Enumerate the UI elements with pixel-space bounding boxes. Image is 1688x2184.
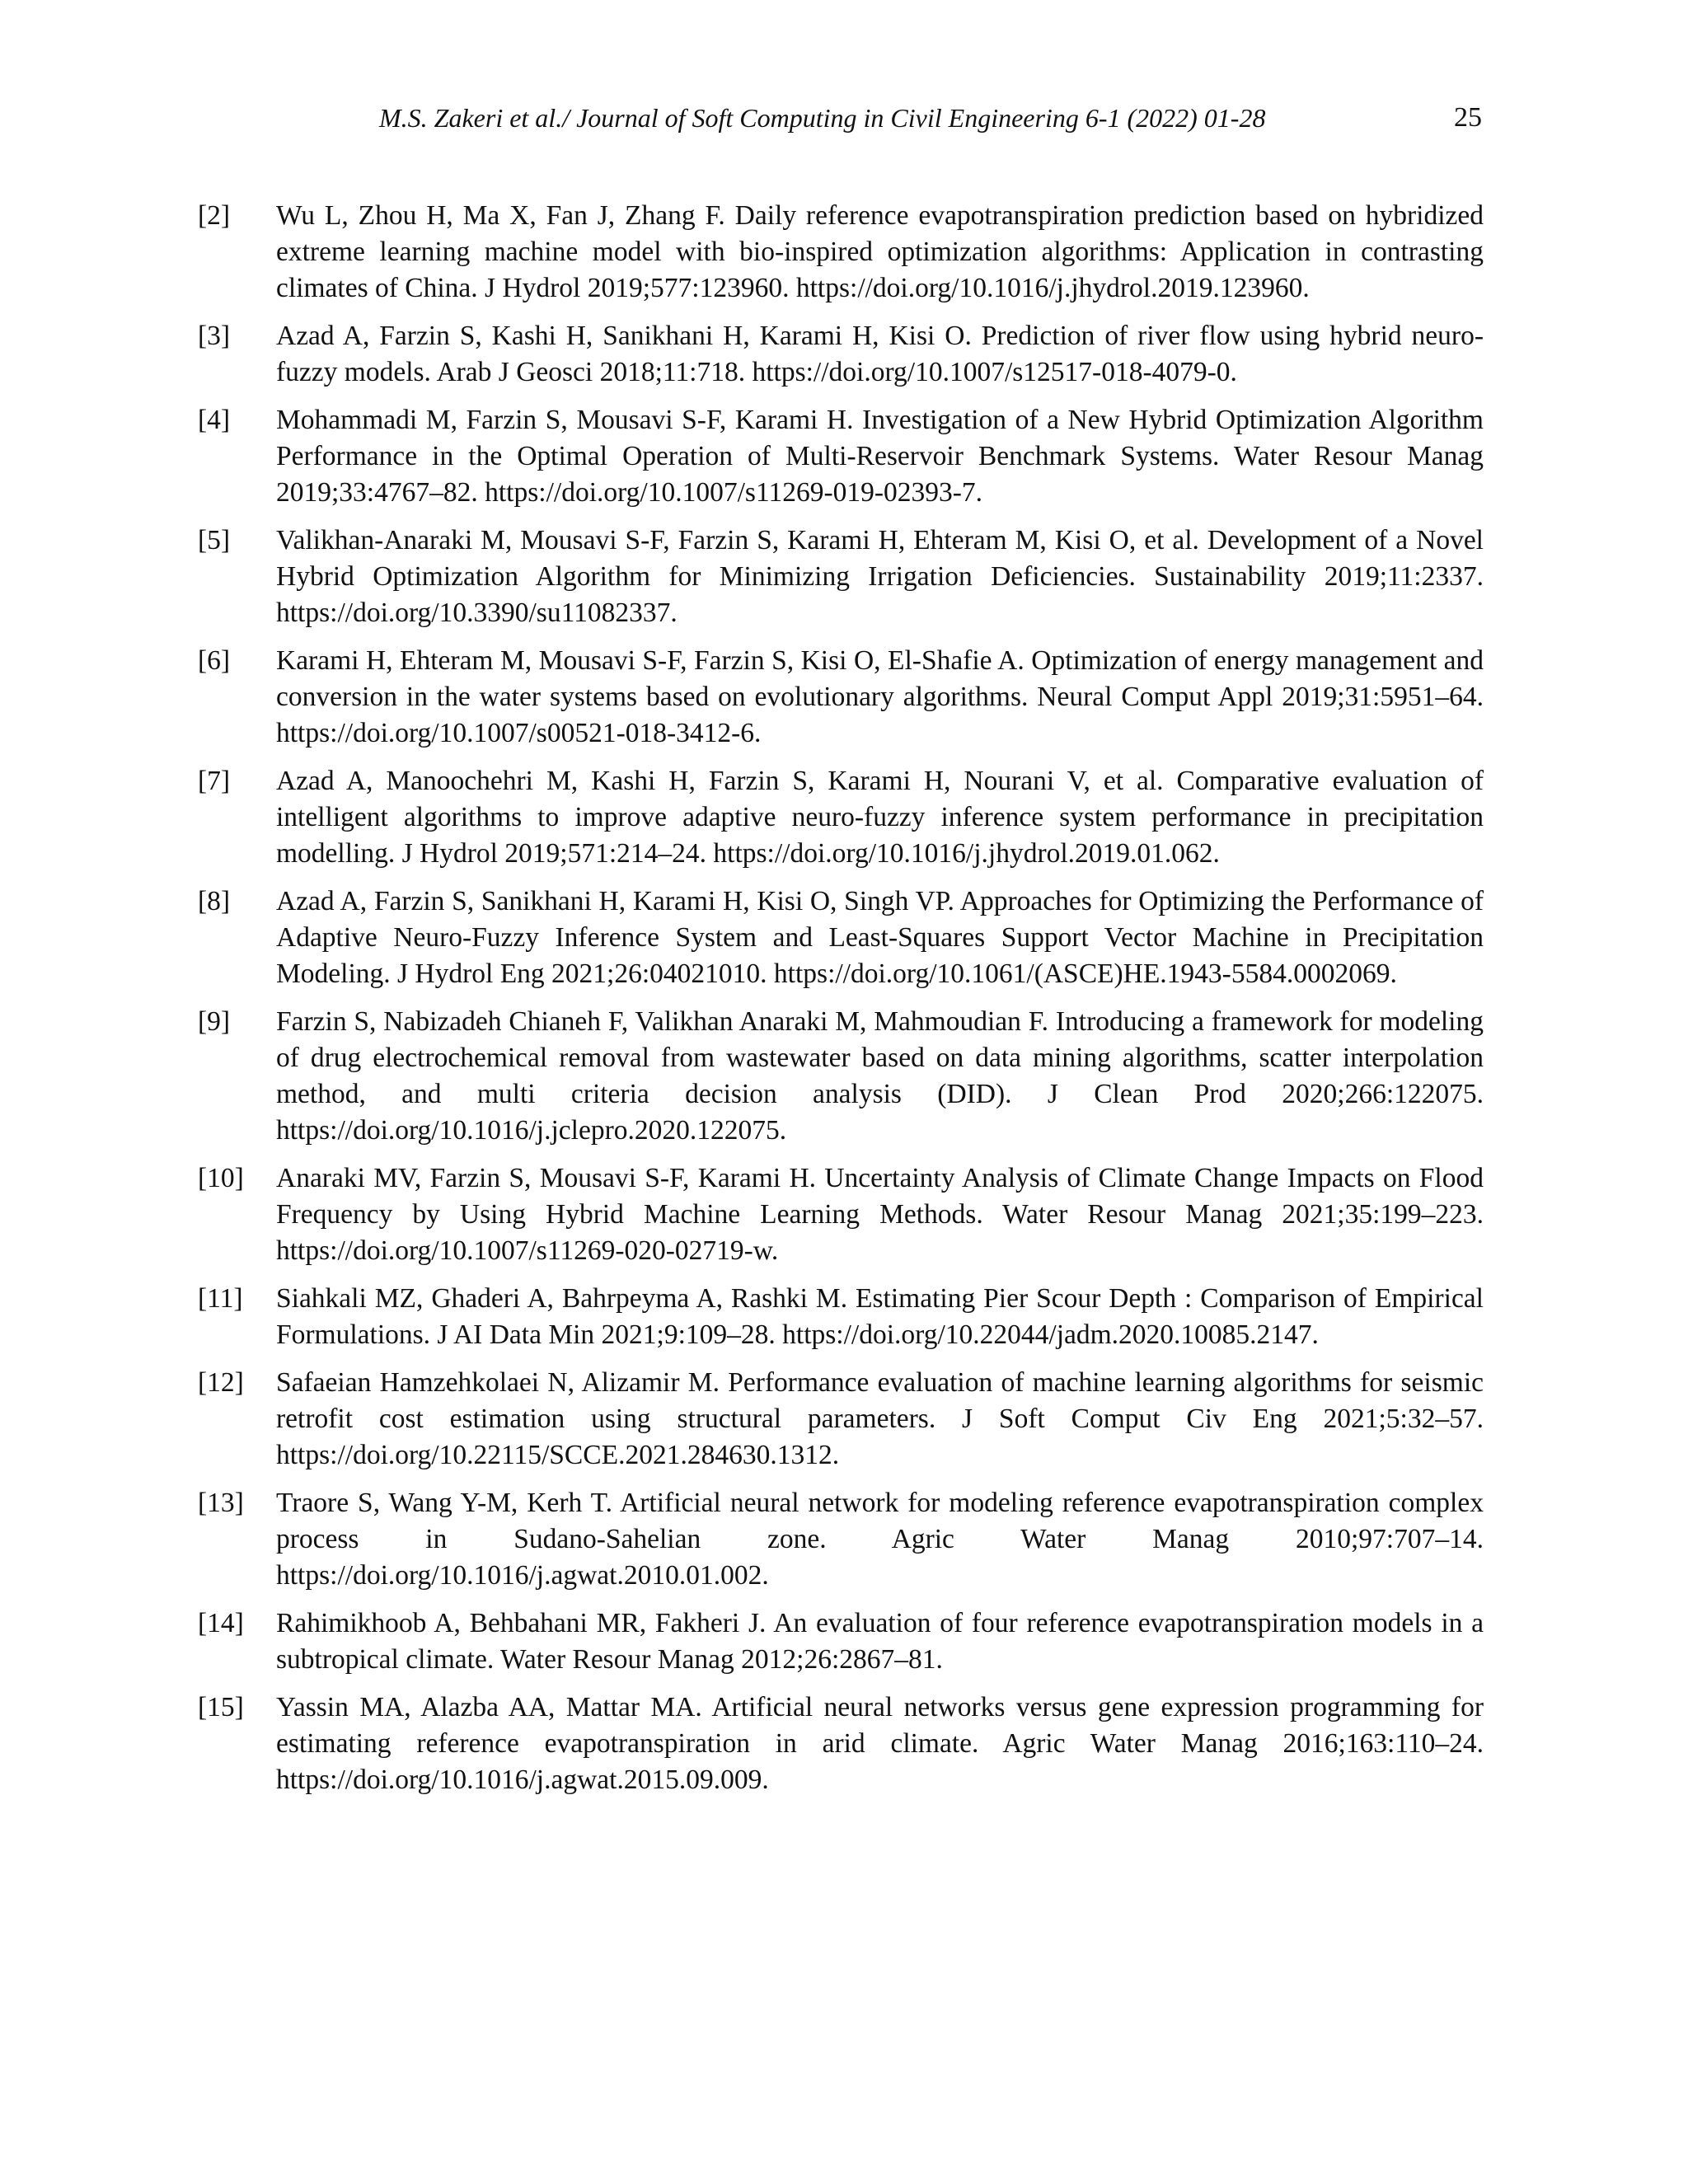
reference-text: Traore S, Wang Y-M, Kerh T. Artificial neural network for modeling reference evapotranspiration complex process in Sudano-Sahelian zone. Agric Water Manag 2010;97:707–14. https://doi.org/10.1016/j.agwat.2010.01.002. <box>276 1488 1484 1591</box>
reference-text: Siahkali MZ, Ghaderi A, Bahrpeyma A, Rashki M. Estimating Pier Scour Depth : Comparison of Empirical Formulations. J AI Data Min 2021;9:109–28. https://doi.org/10.22044/jadm.2020.10085.2147. <box>276 1283 1484 1350</box>
running-head: M.S. Zakeri et al./ Journal of Soft Computing in Civil Engineering 6-1 (2022) 01-28 <box>379 103 1266 133</box>
page-header <box>0 97 1688 147</box>
reference-number: [7] <box>198 766 231 796</box>
reference-list <box>198 198 1484 1810</box>
reference-text: Azad A, Farzin S, Kashi H, Sanikhani H, Karami H, Kisi O. Prediction of river flow using hybrid neuro-fuzzy models. Arab J Geosci 2018;11:718. https://doi.org/10.1007/s12517-018-4079-0. <box>276 321 1484 387</box>
reference-number: [8] <box>198 886 231 916</box>
reference-number: [3] <box>198 321 231 351</box>
reference-item <box>198 1690 1484 1798</box>
reference-item <box>198 1605 1484 1678</box>
reference-number: [2] <box>198 200 231 231</box>
reference-number: [10] <box>198 1163 244 1193</box>
reference-number: [5] <box>198 525 231 555</box>
reference-item <box>198 198 1484 307</box>
reference-item <box>198 1365 1484 1474</box>
reference-number: [12] <box>198 1367 244 1398</box>
reference-text: Yassin MA, Alazba AA, Mattar MA. Artificial neural networks versus gene expression programming for estimating reference evapotranspiration in arid climate. Agric Water Manag 2016;163:110–24. https://doi.org/10.1016/j.agwat.2015.09.009. <box>276 1692 1484 1795</box>
reference-number: [13] <box>198 1488 244 1518</box>
reference-text: Karami H, Ehteram M, Mousavi S-F, Farzin S, Kisi O, El-Shafie A. Optimization of energy management and conversion in the water systems based on evolutionary algorithms. Neural Comput Appl 2019;31:5951–64. https://doi.org/10.1007/s00521-018-3412-6. <box>276 645 1484 748</box>
reference-item <box>198 1160 1484 1269</box>
reference-item <box>198 402 1484 511</box>
reference-item <box>198 318 1484 391</box>
reference-number: [11] <box>198 1283 243 1314</box>
reference-item <box>198 1485 1484 1594</box>
reference-text: Farzin S, Nabizadeh Chianeh F, Valikhan Anaraki M, Mahmoudian F. Introducing a framework for modeling of drug electrochemical removal from wastewater based on data mining algorithms, scatter interpolation method, and multi criteria decision analysis (DID). J Clean Prod 2020;266:122075. https://doi.org/10.1016/j.jclepro.2020.122075. <box>276 1006 1484 1146</box>
reference-text: Mohammadi M, Farzin S, Mousavi S-F, Karami H. Investigation of a New Hybrid Optimization Algorithm Performance in the Optimal Operation of Multi-Reservoir Benchmark Systems. Water Resour Manag 2019;33:4767–82. https://doi.org/10.1007/s11269-019-02393-7. <box>276 405 1484 508</box>
reference-text: Valikhan-Anaraki M, Mousavi S-F, Farzin S, Karami H, Ehteram M, Kisi O, et al. Development of a Novel Hybrid Optimization Algorithm for Minimizing Irrigation Deficiencies. Sustainability 2019;11:2337. https://doi.org/10.3390/su11082337. <box>276 525 1484 628</box>
reference-text: Azad A, Farzin S, Sanikhani H, Karami H, Kisi O, Singh VP. Approaches for Optimizing the Performance of Adaptive Neuro-Fuzzy Inference System and Least-Squares Support Vector Machine in Precipitation Modeling. J Hydrol Eng 2021;26:04021010. https://doi.org/10.1061/(ASCE)HE.1943-5584.0002069. <box>276 886 1484 989</box>
reference-text: Safaeian Hamzehkolaei N, Alizamir M. Performance evaluation of machine learning algorithms for seismic retrofit cost estimation using structural parameters. J Soft Comput Civ Eng 2021;5:32–57. https://doi.org/10.22115/SCCE.2021.284630.1312. <box>276 1367 1484 1470</box>
reference-text: Anaraki MV, Farzin S, Mousavi S-F, Karami H. Uncertainty Analysis of Climate Change Impacts on Flood Frequency by Using Hybrid Machine Learning Methods. Water Resour Manag 2021;35:199–223. https://doi.org/10.1007/s11269-020-02719-w. <box>276 1163 1484 1266</box>
reference-item <box>198 883 1484 992</box>
reference-number: [14] <box>198 1608 244 1638</box>
page-number: 25 <box>1454 102 1482 133</box>
reference-item <box>198 523 1484 631</box>
reference-number: [6] <box>198 645 231 676</box>
reference-text: Rahimikhoob A, Behbahani MR, Fakheri J. An evaluation of four reference evapotranspiration models in a subtropical climate. Water Resour Manag 2012;26:2867–81. <box>276 1608 1484 1675</box>
reference-item <box>198 763 1484 872</box>
reference-number: [4] <box>198 405 231 435</box>
reference-item <box>198 1281 1484 1353</box>
reference-number: [9] <box>198 1006 231 1037</box>
reference-item <box>198 1004 1484 1149</box>
reference-item <box>198 643 1484 752</box>
reference-number: [15] <box>198 1692 244 1722</box>
reference-text: Wu L, Zhou H, Ma X, Fan J, Zhang F. Daily reference evapotranspiration prediction based on hybridized extreme learning machine model with bio-inspired optimization algorithms: Application in contrasting climates of China. J Hydrol 2019;577:123960. https://doi.org/10.1016/j.jhydrol.2019.123960. <box>276 200 1484 303</box>
reference-text: Azad A, Manoochehri M, Kashi H, Farzin S, Karami H, Nourani V, et al. Comparative evaluation of intelligent algorithms to improve adaptive neuro-fuzzy inference system performance in precipitation modelling. J Hydrol 2019;571:214–24. https://doi.org/10.1016/j.jhydrol.2019.01.062. <box>276 766 1484 869</box>
